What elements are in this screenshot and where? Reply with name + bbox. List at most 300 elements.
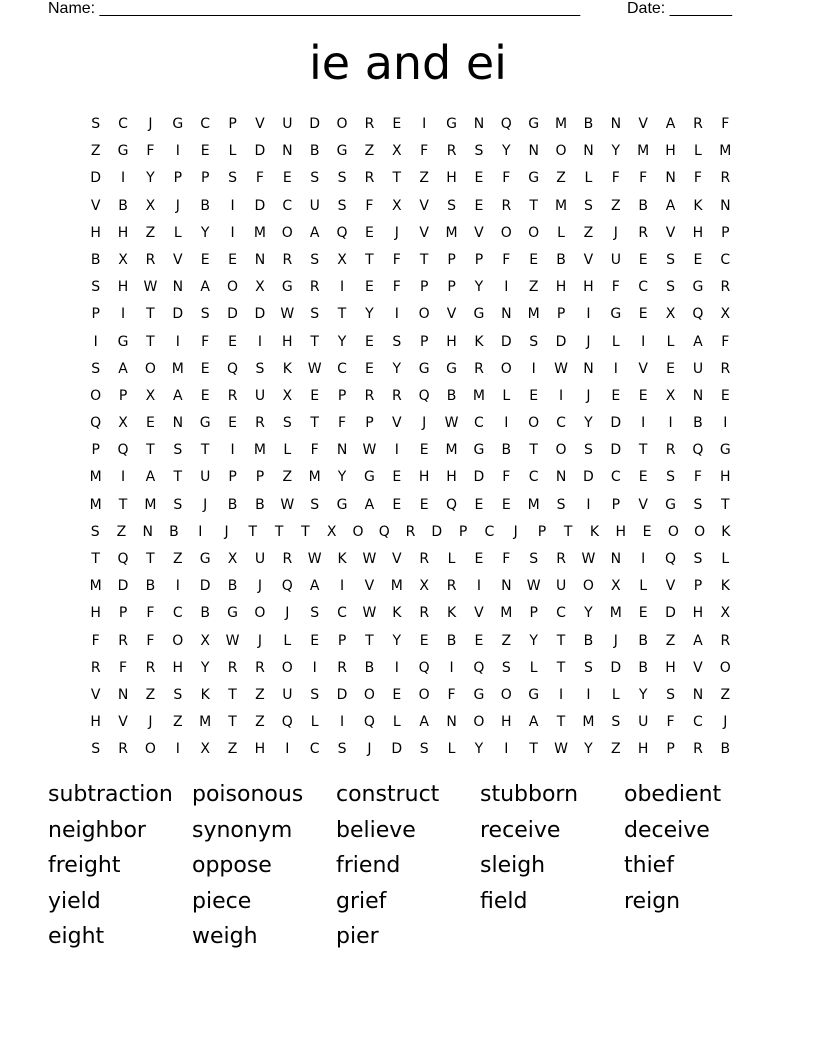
grid-letter: S: [529, 551, 539, 567]
grid-letter: G: [227, 605, 238, 622]
grid-letter: L: [173, 224, 182, 241]
word-bank-item: eight: [48, 924, 105, 950]
grid-letter: S: [310, 605, 320, 622]
grid-letter: L: [392, 714, 401, 731]
grid-letter: K: [200, 686, 210, 703]
grid-letter: O: [227, 279, 239, 296]
grid-letter: E: [720, 387, 730, 404]
grid-letter: O: [582, 578, 594, 595]
grid-letter: J: [394, 224, 399, 241]
grid-letter: U: [309, 197, 320, 214]
grid-letter: C: [172, 605, 183, 622]
grid-letter: D: [254, 197, 266, 214]
grid-letter: Z: [255, 714, 265, 731]
grid-letter: N: [555, 469, 567, 486]
grid-letter: I: [586, 686, 591, 703]
grid-letter: Q: [473, 659, 485, 676]
grid-letter: Z: [255, 686, 265, 703]
word-bank-row: [48, 849, 768, 885]
grid-letter: B: [145, 578, 156, 595]
grid-letter: D: [665, 605, 676, 622]
grid-letter: X: [337, 251, 347, 268]
grid-letter: I: [449, 659, 454, 676]
grid-letter: E: [200, 387, 210, 404]
grid-letter: T: [529, 741, 538, 758]
grid-letter: B: [638, 659, 648, 676]
grid-letter: N: [583, 143, 594, 160]
grid-letter: R: [364, 387, 375, 404]
grid-letter: G: [117, 143, 129, 160]
grid-letter: S: [666, 469, 675, 486]
grid-letter: P: [529, 605, 538, 622]
grid-letter: J: [285, 605, 290, 622]
grid-letter: S: [447, 197, 456, 214]
grid-letter: Y: [337, 333, 347, 350]
grid-letter: I: [394, 442, 399, 459]
grid-row: [82, 113, 739, 140]
grid-letter: L: [557, 224, 565, 241]
grid-letter: W: [526, 578, 541, 595]
grid-letter: S: [583, 442, 593, 459]
grid-letter: I: [504, 279, 509, 296]
grid-letter: O: [363, 686, 375, 703]
grid-letter: N: [692, 686, 704, 703]
grid-letter: T: [310, 415, 319, 432]
grid-letter: E: [392, 469, 402, 486]
grid-letter: O: [144, 741, 156, 758]
grid-letter: H: [254, 741, 266, 758]
grid-letter: J: [257, 578, 262, 595]
grid-letter: I: [120, 469, 126, 486]
grid-letter: Y: [365, 306, 374, 323]
grid-letter: H: [282, 333, 293, 350]
grid-letter: E: [638, 605, 648, 622]
grid-letter: E: [419, 496, 429, 513]
grid-letter: R: [90, 659, 101, 676]
grid-letter: A: [419, 714, 429, 731]
grid-letter: V: [474, 605, 484, 622]
grid-letter: O: [352, 523, 364, 540]
grid-letter: I: [198, 523, 203, 540]
grid-letter: S: [419, 741, 429, 758]
grid-letter: G: [418, 360, 430, 377]
word-bank-item: yield: [48, 888, 101, 914]
grid-letter: Q: [281, 714, 293, 731]
grid-letter: E: [365, 360, 374, 377]
grid-letter: E: [228, 251, 237, 268]
grid-row: [82, 385, 739, 412]
grid-letter: T: [337, 306, 347, 323]
grid-letter: W: [362, 551, 377, 567]
word-bank-item: believe: [336, 817, 416, 843]
grid-letter: P: [337, 387, 347, 404]
grid-letter: R: [501, 197, 512, 214]
grid-letter: Z: [528, 279, 539, 296]
grid-letter: B: [90, 251, 101, 268]
grid-letter: U: [282, 686, 293, 703]
grid-letter: O: [555, 143, 567, 160]
grid-letter: B: [446, 387, 457, 404]
grid-letter: R: [255, 659, 265, 676]
grid-letter: A: [665, 116, 676, 132]
grid-letter: J: [175, 197, 180, 214]
grid-letter: B: [501, 442, 512, 459]
grid-letter: O: [281, 659, 293, 676]
grid-letter: R: [720, 170, 731, 187]
grid-letter: V: [419, 224, 429, 241]
grid-letter: M: [89, 578, 102, 595]
grid-letter: E: [474, 551, 484, 567]
grid-letter: P: [447, 279, 456, 296]
grid-letter: U: [200, 469, 211, 486]
grid-letter: M: [199, 714, 212, 731]
word-bank: [48, 778, 768, 956]
grid-letter: O: [336, 116, 348, 132]
grid-letter: J: [586, 333, 591, 350]
grid-letter: O: [500, 686, 512, 703]
grid-letter: H: [446, 333, 457, 350]
grid-letter: L: [228, 143, 237, 160]
grid-letter: R: [391, 387, 402, 404]
grid-letter: L: [721, 551, 730, 567]
grid-letter: R: [282, 551, 293, 567]
grid-letter: S: [337, 170, 347, 187]
grid-letter: Y: [529, 632, 538, 649]
grid-letter: H: [90, 224, 101, 241]
grid-letter: M: [555, 116, 568, 132]
grid-letter: A: [309, 224, 320, 241]
grid-letter: P: [474, 251, 484, 268]
grid-letter: G: [446, 116, 457, 132]
grid-letter: D: [473, 469, 485, 486]
grid-row: [82, 684, 739, 711]
grid-letter: S: [91, 360, 101, 377]
grid-letter: Y: [638, 686, 648, 703]
grid-letter: D: [391, 741, 403, 758]
grid-letter: B: [309, 143, 320, 160]
grid-letter: N: [172, 279, 184, 296]
grid-letter: R: [118, 741, 128, 758]
grid-letter: T: [200, 442, 210, 459]
grid-letter: H: [446, 469, 457, 486]
grid-letter: N: [172, 415, 184, 432]
grid-letter: X: [200, 632, 210, 649]
grid-letter: I: [641, 551, 646, 567]
grid-letter: G: [336, 496, 348, 513]
grid-letter: G: [528, 116, 540, 132]
grid-letter: U: [555, 578, 567, 595]
grid-letter: S: [310, 686, 320, 703]
grid-letter: G: [199, 551, 211, 567]
grid-letter: G: [528, 686, 540, 703]
grid-letter: O: [500, 360, 512, 377]
grid-letter: Y: [200, 659, 210, 676]
grid-letter: C: [337, 605, 347, 622]
grid-letter: K: [392, 605, 402, 622]
grid-letter: K: [589, 523, 600, 540]
grid-letter: Q: [692, 306, 704, 323]
word-bank-item: neighbor: [48, 817, 146, 843]
grid-letter: L: [447, 551, 456, 567]
grid-letter: L: [666, 333, 675, 350]
grid-letter: M: [445, 442, 458, 459]
grid-letter: D: [254, 143, 266, 160]
word-bank-item: freight: [48, 853, 121, 879]
grid-letter: P: [666, 741, 675, 758]
grid-letter: W: [444, 415, 459, 432]
grid-letter: I: [558, 387, 564, 404]
word-bank-item: sleigh: [480, 853, 546, 879]
grid-letter: V: [693, 659, 703, 676]
grid-letter: Y: [474, 741, 484, 758]
grid-letter: R: [255, 415, 265, 432]
grid-letter: F: [392, 279, 401, 296]
grid-letter: B: [638, 632, 648, 649]
grid-letter: O: [555, 442, 567, 459]
grid-letter: D: [309, 116, 321, 132]
grid-letter: I: [394, 659, 399, 676]
grid-letter: S: [90, 523, 100, 540]
grid-letter: M: [308, 469, 321, 486]
grid-letter: F: [392, 251, 401, 268]
grid-letter: H: [117, 279, 129, 296]
grid-letter: N: [610, 116, 622, 132]
grid-letter: X: [392, 197, 402, 214]
grid-letter: R: [337, 659, 347, 676]
grid-letter: W: [554, 741, 568, 758]
grid-letter: J: [257, 632, 262, 649]
grid-letter: E: [529, 387, 539, 404]
grid-letter: T: [146, 551, 155, 567]
grid-letter: E: [419, 442, 429, 459]
grid-letter: T: [365, 632, 374, 649]
grid-letter: G: [446, 360, 457, 377]
grid-letter: E: [310, 387, 320, 404]
grid-letter: N: [254, 251, 266, 268]
grid-letter: R: [446, 143, 457, 160]
grid-letter: O: [719, 659, 731, 676]
grid-letter: X: [200, 741, 210, 758]
grid-letter: F: [721, 116, 730, 132]
grid-letter: I: [504, 741, 509, 758]
grid-letter: B: [200, 197, 210, 214]
grid-letter: B: [255, 496, 265, 513]
grid-letter: R: [720, 279, 731, 296]
word-bank-row: [48, 814, 768, 850]
grid-letter: E: [365, 279, 374, 296]
grid-letter: I: [641, 333, 646, 350]
grid-letter: N: [501, 578, 512, 595]
grid-letter: C: [484, 523, 495, 540]
grid-letter: P: [611, 496, 621, 513]
grid-letter: L: [611, 686, 620, 703]
grid-letter: I: [120, 170, 126, 187]
grid-letter: S: [556, 496, 566, 513]
grid-letter: K: [720, 578, 730, 595]
grid-letter: L: [694, 143, 702, 160]
grid-letter: W: [581, 551, 596, 567]
grid-letter: X: [665, 387, 676, 404]
grid-letter: L: [447, 741, 456, 758]
grid-letter: R: [693, 116, 703, 132]
grid-letter: Z: [501, 632, 512, 649]
grid-row: [82, 494, 739, 521]
grid-letter: S: [337, 741, 347, 758]
grid-letter: I: [394, 306, 399, 323]
grid-row: [82, 548, 739, 575]
grid-letter: P: [365, 415, 374, 432]
grid-letter: P: [118, 387, 128, 404]
grid-letter: W: [307, 360, 322, 377]
grid-letter: N: [610, 551, 622, 567]
grid-letter: A: [528, 714, 539, 731]
grid-letter: D: [254, 306, 266, 323]
grid-letter: J: [367, 741, 372, 758]
grid-letter: V: [638, 496, 648, 513]
grid-letter: O: [528, 224, 540, 241]
grid-letter: N: [665, 170, 676, 187]
grid-letter: C: [610, 469, 621, 486]
grid-letter: S: [310, 170, 320, 187]
grid-letter: Z: [173, 714, 183, 731]
grid-letter: C: [556, 605, 566, 622]
grid-letter: I: [339, 714, 345, 731]
grid-letter: R: [282, 251, 293, 268]
grid-letter: D: [610, 442, 622, 459]
grid-row: [82, 521, 739, 548]
grid-letter: B: [227, 496, 238, 513]
grid-letter: J: [148, 116, 153, 132]
grid-letter: S: [693, 496, 703, 513]
grid-letter: P: [200, 170, 210, 187]
grid-letter: H: [90, 605, 101, 622]
grid-letter: M: [527, 306, 540, 323]
grid-letter: T: [556, 714, 566, 731]
grid-letter: F: [447, 686, 456, 703]
grid-letter: H: [90, 714, 101, 731]
grid-letter: J: [586, 387, 591, 404]
grid-letter: H: [692, 605, 704, 622]
grid-letter: P: [91, 306, 100, 323]
grid-letter: F: [365, 197, 374, 214]
grid-letter: O: [281, 224, 293, 241]
grid-letter: U: [282, 116, 293, 132]
grid-letter: L: [310, 714, 319, 731]
grid-letter: L: [611, 333, 620, 350]
grid-letter: E: [666, 360, 675, 377]
grid-letter: W: [307, 551, 322, 567]
grid-letter: V: [118, 714, 128, 731]
grid-letter: O: [694, 523, 706, 540]
grid-letter: Z: [145, 224, 156, 241]
grid-letter: N: [692, 387, 704, 404]
grid-letter: P: [91, 442, 100, 459]
grid-letter: I: [723, 415, 728, 432]
grid-letter: K: [721, 523, 731, 540]
grid-letter: B: [556, 251, 566, 268]
grid-letter: Y: [200, 224, 210, 241]
grid-letter: V: [419, 197, 429, 214]
grid-letter: X: [326, 523, 337, 540]
grid-letter: G: [473, 442, 485, 459]
grid-letter: E: [693, 251, 703, 268]
grid-letter: J: [422, 415, 427, 432]
grid-letter: L: [639, 578, 648, 595]
grid-letter: S: [200, 306, 210, 323]
grid-letter: S: [310, 251, 320, 268]
grid-letter: T: [365, 251, 374, 268]
grid-letter: E: [146, 415, 155, 432]
grid-letter: T: [721, 496, 730, 513]
grid-letter: F: [502, 170, 511, 187]
grid-row: [82, 711, 739, 738]
grid-letter: E: [501, 496, 511, 513]
grid-letter: O: [418, 686, 430, 703]
grid-letter: F: [420, 143, 429, 160]
grid-letter: R: [693, 741, 703, 758]
grid-letter: R: [309, 279, 320, 296]
grid-letter: Q: [692, 442, 704, 459]
grid-letter: W: [280, 306, 295, 323]
grid-letter: V: [638, 116, 648, 132]
grid-letter: T: [146, 333, 155, 350]
grid-letter: N: [501, 306, 512, 323]
grid-letter: R: [720, 360, 731, 377]
grid-letter: P: [419, 333, 429, 350]
grid-letter: V: [90, 197, 101, 214]
grid-letter: L: [283, 442, 292, 459]
grid-letter: R: [118, 632, 128, 649]
grid-letter: F: [639, 170, 648, 187]
grid-letter: V: [173, 251, 183, 268]
grid-letter: L: [584, 170, 593, 187]
grid-row: [82, 738, 739, 765]
grid-letter: V: [638, 360, 648, 377]
grid-letter: T: [301, 523, 310, 540]
grid-letter: M: [472, 387, 485, 404]
grid-letter: H: [665, 143, 676, 160]
grid-letter: F: [146, 605, 155, 622]
grid-row: [82, 439, 739, 466]
grid-letter: I: [531, 360, 536, 377]
grid-letter: Y: [584, 741, 593, 758]
grid-letter: P: [118, 605, 128, 622]
grid-letter: S: [282, 415, 292, 432]
grid-letter: Z: [556, 170, 566, 187]
grid-letter: O: [500, 224, 512, 241]
grid-letter: Z: [583, 224, 594, 241]
grid-letter: C: [693, 714, 703, 731]
grid-letter: E: [474, 496, 484, 513]
grid-letter: S: [173, 496, 183, 513]
grid-letter: E: [310, 632, 320, 649]
grid-letter: G: [473, 686, 485, 703]
grid-letter: E: [474, 197, 484, 214]
grid-letter: Z: [116, 523, 127, 540]
grid-letter: Q: [336, 224, 348, 241]
grid-letter: F: [255, 170, 264, 187]
grid-letter: T: [638, 442, 648, 459]
grid-letter: P: [337, 632, 347, 649]
grid-letter: G: [172, 116, 184, 132]
grid-letter: Q: [500, 116, 512, 132]
grid-letter: I: [175, 333, 180, 350]
grid-letter: T: [556, 659, 566, 676]
grid-letter: S: [91, 279, 101, 296]
grid-letter: M: [609, 605, 622, 622]
grid-letter: V: [364, 578, 375, 595]
grid-letter: T: [173, 469, 183, 486]
